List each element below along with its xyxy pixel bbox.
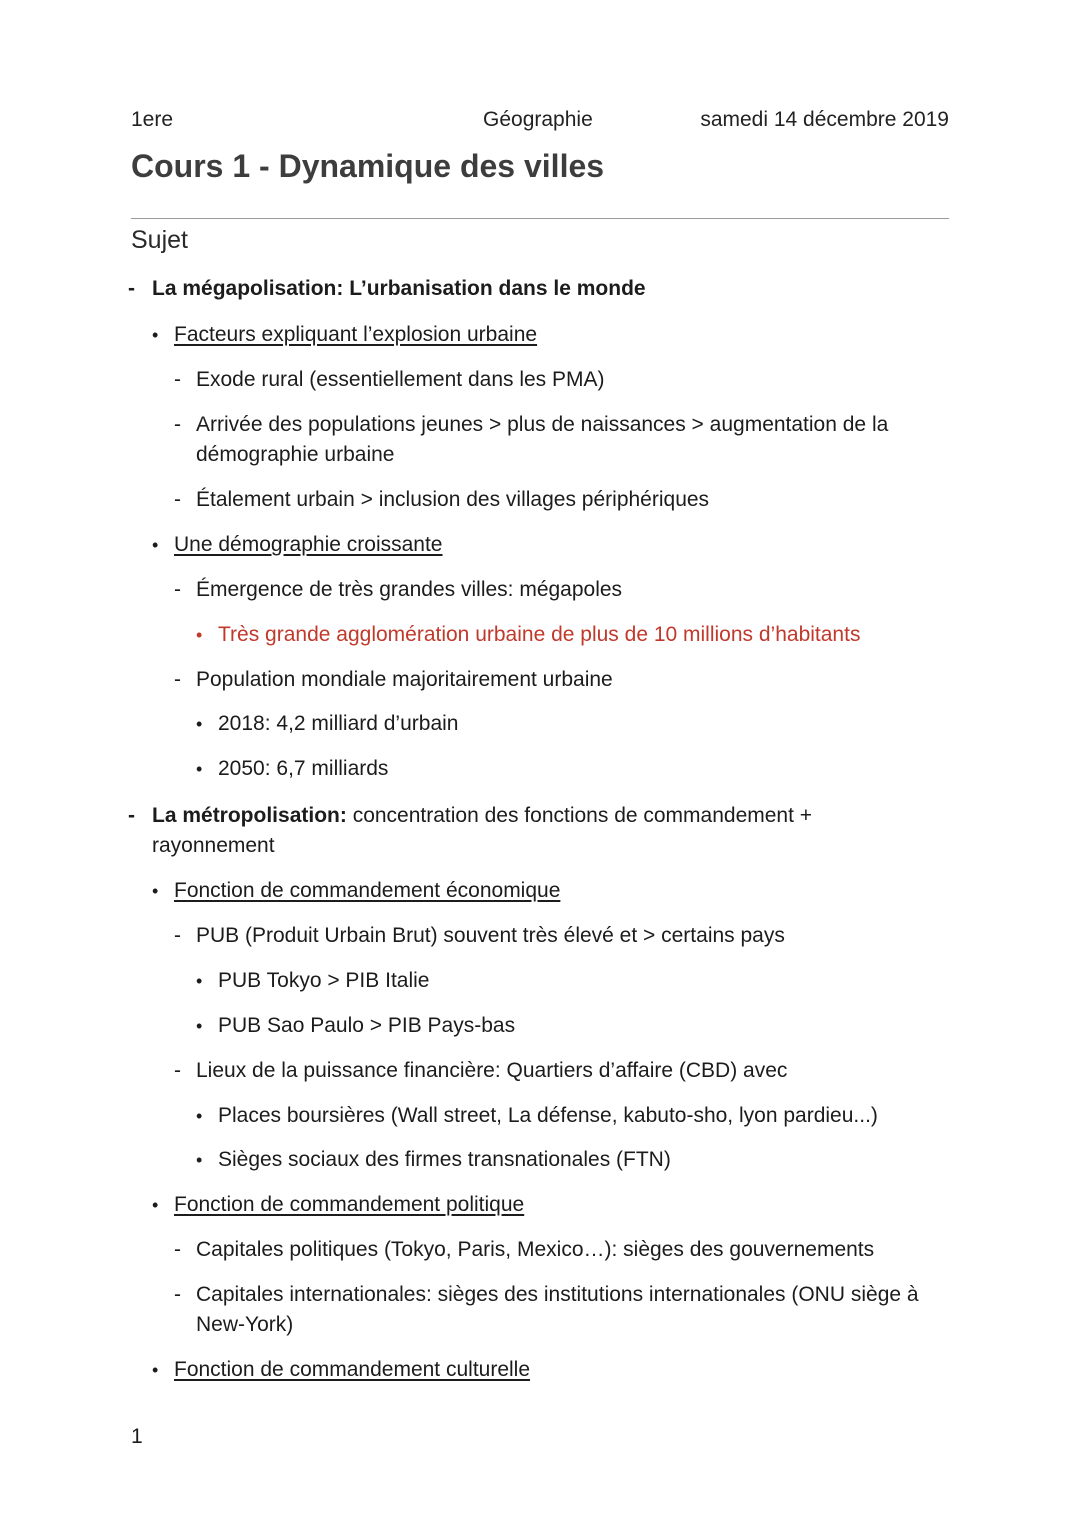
item-text: Étalement urbain > inclusion des villages périphériques [196, 488, 710, 511]
list-item [152, 530, 443, 560]
dash-marker: - [174, 368, 181, 391]
dash-marker: - [174, 488, 181, 511]
list-item [196, 966, 430, 996]
page-title: Cours 1 - Dynamique des villes [131, 148, 605, 184]
list-item-continuation [152, 831, 275, 861]
bullet-marker: • [196, 625, 203, 645]
list-item [174, 665, 613, 695]
dash-marker: - [174, 668, 181, 691]
bullet-marker: • [196, 714, 203, 734]
dash-marker: - [174, 578, 181, 601]
dash-marker: - [174, 1283, 181, 1306]
item-text: PUB (Produit Urbain Brut) souvent très élevé et > certains pays [196, 924, 785, 947]
bullet-marker: • [152, 325, 159, 345]
list-item [174, 365, 605, 395]
list-item [174, 1280, 919, 1310]
dash-marker: - [174, 1059, 181, 1082]
item-text: Sièges sociaux des firmes transnationales (FTN) [218, 1148, 671, 1171]
item-text: concentration des fonctions de commandement + [346, 804, 813, 827]
item-text: Lieux de la puissance financière: Quartiers d’affaire (CBD) avec [196, 1059, 788, 1082]
item-text: Exode rural (essentiellement dans les PMA) [196, 368, 605, 391]
bullet-marker: • [196, 971, 203, 991]
item-text: démographie urbaine [196, 443, 395, 466]
list-item-continuation [196, 1310, 293, 1340]
subject: Géographie [483, 108, 593, 131]
list-item [196, 709, 459, 739]
list-item [196, 620, 861, 650]
bullet-marker: • [196, 1016, 203, 1036]
item-text: Fonction de commandement culturelle [174, 1358, 531, 1381]
item-text: Facteurs expliquant l’explosion urbaine [174, 323, 538, 346]
list-item [128, 801, 813, 831]
list-item [152, 1355, 531, 1385]
list-item-continuation [196, 440, 394, 470]
item-text: PUB Sao Paulo > PIB Pays-bas [218, 1014, 516, 1037]
item-text: 2050: 6,7 milliards [218, 757, 389, 780]
page-header [131, 108, 949, 136]
bullet-marker: • [196, 1106, 203, 1126]
dash-marker: - [174, 924, 181, 947]
dash-marker: - [128, 804, 135, 827]
list-item [152, 876, 561, 906]
list-item [174, 1056, 788, 1086]
item-text: New-York) [196, 1313, 294, 1336]
item-text: La mégapolisation: L’urbanisation dans le monde [152, 277, 646, 300]
list-item [196, 1145, 671, 1175]
list-item [174, 1235, 875, 1265]
bullet-marker: • [196, 1150, 203, 1170]
date: samedi 14 décembre 2019 [700, 108, 949, 131]
list-item [174, 485, 710, 515]
bullet-marker: • [152, 881, 159, 901]
item-text: Fonction de commandement politique [174, 1193, 525, 1216]
item-text: Capitales internationales: sièges des institutions internationales (ONU siège à [196, 1283, 919, 1306]
item-text: PUB Tokyo > PIB Italie [218, 969, 430, 992]
definition-text: Très grande agglomération urbaine de plus de 10 millions d’habitants [218, 623, 861, 646]
bullet-marker: • [196, 759, 203, 779]
item-text: Une démographie croissante [174, 533, 443, 556]
bullet-marker: • [152, 535, 159, 555]
dash-marker: - [174, 413, 181, 436]
item-text: Population mondiale majoritairement urbaine [196, 668, 613, 691]
item-text: Fonction de commandement économique [174, 879, 561, 902]
bullet-marker: • [152, 1195, 159, 1215]
list-item [174, 921, 785, 951]
class-level: 1ere [131, 108, 174, 131]
list-item [152, 1190, 525, 1220]
item-text: 2018: 4,2 milliard d’urbain [218, 712, 459, 735]
list-item [196, 1011, 516, 1041]
bullet-marker: • [152, 1360, 159, 1380]
item-text: rayonnement [152, 834, 275, 857]
list-item [174, 410, 889, 440]
item-text: Capitales politiques (Tokyo, Paris, Mexico…): sièges des gouvernements [196, 1238, 875, 1261]
list-item [174, 575, 623, 605]
item-text: Arrivée des populations jeunes > plus de naissances > augmentation de la [196, 413, 889, 436]
item-term: La métropolisation: [152, 804, 347, 827]
dash-marker: - [128, 277, 135, 300]
list-item [196, 1101, 878, 1131]
list-item [152, 320, 538, 350]
dash-marker: - [174, 1238, 181, 1261]
page-number: 1 [131, 1425, 143, 1448]
list-item [196, 754, 389, 784]
item-text: Places boursières (Wall street, La défense, kabuto-sho, lyon pardieu...) [218, 1104, 878, 1127]
list-item [128, 274, 646, 304]
item-text: Émergence de très grandes villes: mégapoles [196, 578, 623, 601]
section-heading: Sujet [131, 226, 188, 254]
divider [131, 218, 949, 219]
